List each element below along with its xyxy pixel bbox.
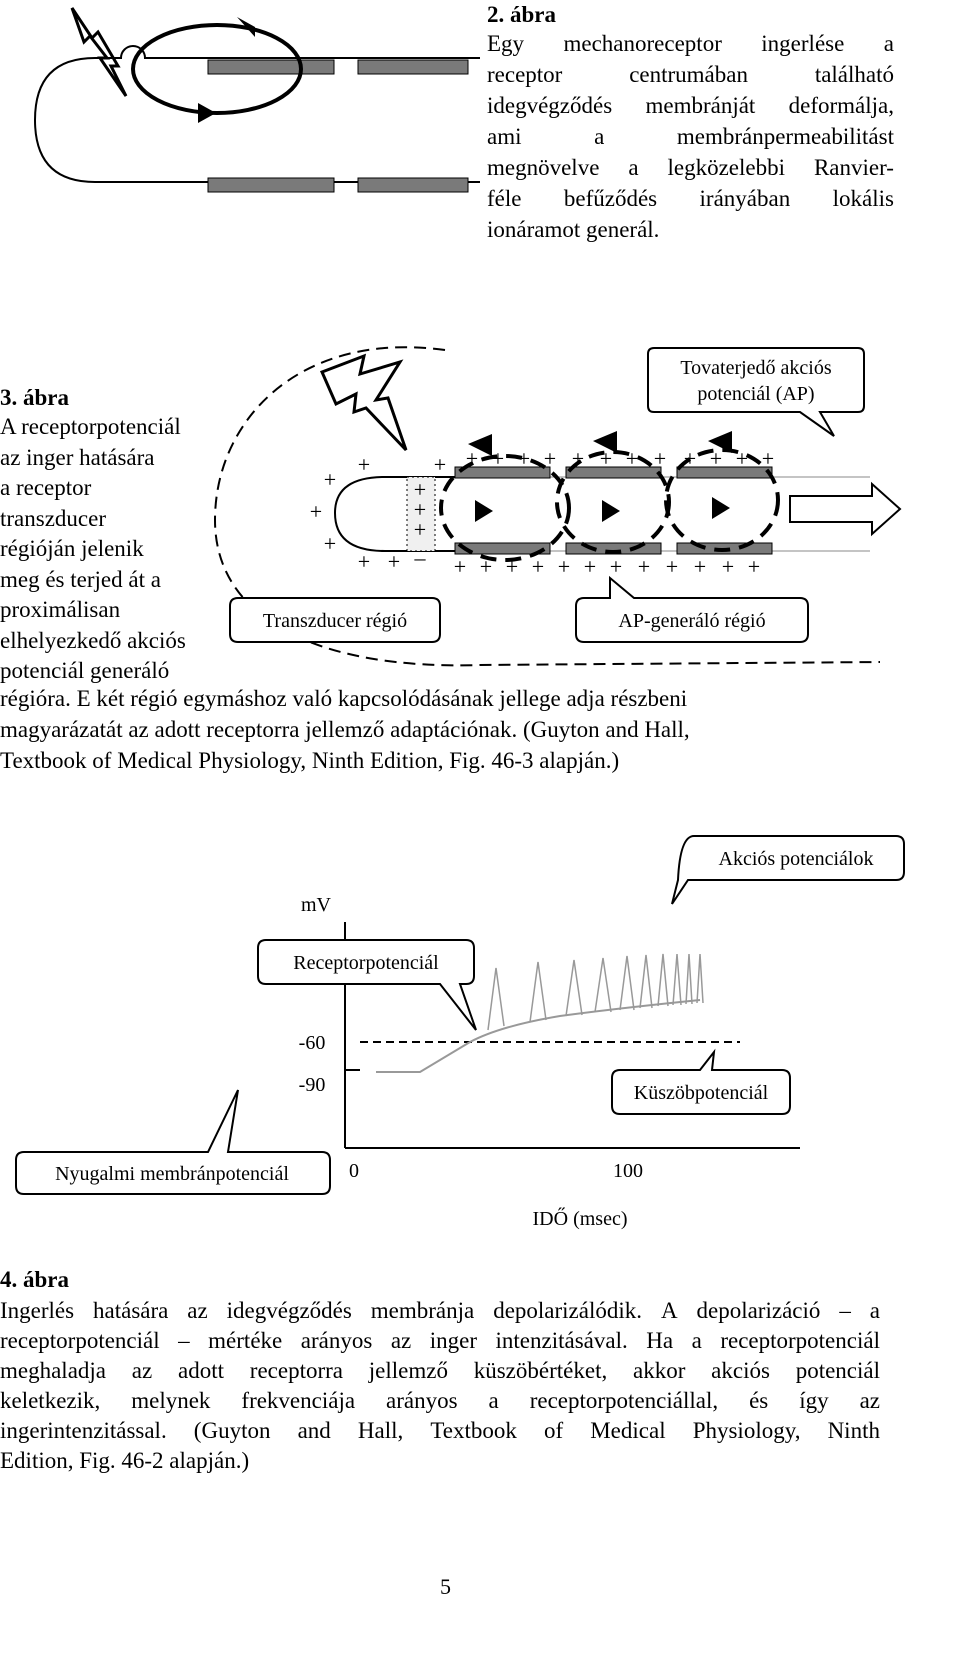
fig2-caption-line: ami a membránpermeabilitást <box>487 124 894 149</box>
current-arrow-icon <box>712 497 730 519</box>
svg-text:+: + <box>465 446 479 471</box>
y-tick-60: -60 <box>298 1032 326 1054</box>
svg-text:+: + <box>433 452 447 477</box>
fig3-caption-line: Textbook of Medical Physiology, Ninth Edition, Fig. 46-3 alapján.) <box>0 748 620 773</box>
fig4-caption-line: keletkezik, melynek frekvenciája arányos a receptorpotenciállal, és így az <box>0 1388 880 1413</box>
callout-transducer-label: Transzducer régió <box>262 610 408 632</box>
fig2-diagram <box>0 0 480 250</box>
svg-text:–: – <box>414 545 426 570</box>
fig3-caption-line: magyarázatát az adott receptorra jellemző adaptációnak. (Guyton and Hall, <box>0 717 690 742</box>
svg-text:+: + <box>557 554 571 579</box>
fig3-caption-line: proximálisan <box>0 597 121 622</box>
fig4-caption <box>0 1296 880 1476</box>
fig4-title: 4. ábra <box>0 1267 69 1292</box>
svg-text:+: + <box>491 446 505 471</box>
myelin-segment <box>208 60 334 74</box>
current-arrow-right-icon <box>198 103 216 123</box>
fig3-bottom-caption <box>0 683 690 776</box>
callout-ap-line2: potenciál (AP) <box>697 383 815 405</box>
callout-ap-label: Akciós potenciálok <box>718 848 874 870</box>
stimulus-lightning-icon <box>72 8 126 96</box>
fig3-caption-line: potenciál generáló <box>0 658 170 683</box>
svg-text:+: + <box>625 446 639 471</box>
propagation-arrow-icon <box>790 484 900 534</box>
svg-text:+: + <box>609 554 623 579</box>
callout-ap-box <box>672 836 904 904</box>
svg-text:+: + <box>583 554 597 579</box>
myelin-segment <box>358 178 468 192</box>
fig2-caption-line: megnövelve a legközelebbi Ranvier- <box>487 155 894 180</box>
callout-resting-label: Nyugalmi membránpotenciál <box>55 1163 289 1185</box>
fig2-caption-line: féle befűződés irányában lokális <box>487 186 894 211</box>
fig3-caption-line: meg és terjed át a <box>0 566 161 592</box>
fig4-caption-line: Ingerlés hatására az idegvégződés membránja depolarizálódik. A depolarizáció – a <box>0 1298 880 1323</box>
svg-text:+: + <box>413 497 427 522</box>
callout-apgen-label: AP-generáló régió <box>618 610 766 632</box>
axon-outline <box>335 477 470 551</box>
svg-text:+: + <box>653 446 667 471</box>
fig4-graph <box>0 825 960 1245</box>
svg-text:+: + <box>599 446 613 471</box>
fig2-caption-line: ionáramot generál. <box>487 217 660 242</box>
svg-text:+: + <box>323 467 337 492</box>
svg-text:+: + <box>761 446 775 471</box>
svg-text:+: + <box>505 554 519 579</box>
callout-receptor-label: Receptorpotenciál <box>293 952 439 974</box>
svg-text:+: + <box>413 517 427 542</box>
svg-text:+: + <box>683 446 697 471</box>
x-tick-100: 100 <box>613 1160 643 1182</box>
stimulus-lightning-icon <box>322 356 406 450</box>
fig4-caption-line: meghaladja az adott receptorra jellemző küszöbértéket, akkor akciós potenciál <box>0 1358 880 1383</box>
fig3-caption-line: régióján jelenik <box>0 536 144 561</box>
fig3-side-caption <box>0 412 186 687</box>
svg-text:+: + <box>453 554 467 579</box>
fig3-caption-line: régióra. E két régió egymáshoz való kapcsolódásának jellege adja részbeni <box>0 686 688 711</box>
current-arrow-icon <box>475 500 493 522</box>
fig3-caption-line: az inger hatására <box>0 444 155 470</box>
fig3-title: 3. ábra <box>0 385 69 410</box>
y-tick-90: -90 <box>298 1074 326 1096</box>
fig2-caption-line: Egy mechanoreceptor ingerlése a <box>487 31 894 56</box>
svg-text:+: + <box>517 446 531 471</box>
fig2-caption <box>487 28 894 245</box>
current-arrow-icon <box>602 500 620 522</box>
fig3-caption-line: transzducer <box>0 505 106 531</box>
fig2-caption-line: idegvégződés membránját deformálja, <box>487 93 894 118</box>
svg-text:+: + <box>531 554 545 579</box>
svg-text:+: + <box>735 446 749 471</box>
svg-text:+: + <box>747 554 761 579</box>
svg-text:+: + <box>323 531 337 556</box>
svg-text:+: + <box>479 554 493 579</box>
fig3-caption-line: elhelyezkedő akciós <box>0 627 186 653</box>
myelin-segment <box>358 60 468 74</box>
callout-ap-line1: Tovaterjedő akciós <box>680 357 832 379</box>
svg-text:+: + <box>709 446 723 471</box>
svg-text:+: + <box>543 446 557 471</box>
svg-text:+: + <box>309 499 323 524</box>
x-tick-0: 0 <box>349 1160 359 1182</box>
myelin-segment <box>208 178 334 192</box>
svg-text:+: + <box>387 549 401 574</box>
svg-text:+: + <box>413 477 427 502</box>
fig3-caption-line: A receptorpotenciál <box>0 414 181 439</box>
svg-text:+: + <box>665 554 679 579</box>
svg-text:+: + <box>571 446 585 471</box>
svg-text:+: + <box>693 554 707 579</box>
y-axis-label: mV <box>301 894 331 916</box>
fig3-caption-line: a receptor <box>0 475 92 500</box>
svg-text:+: + <box>357 549 371 574</box>
x-axis-label: IDŐ (msec) <box>532 1208 628 1230</box>
action-potential-spikes <box>488 954 703 1030</box>
svg-text:+: + <box>637 554 651 579</box>
receptor-potential-curve <box>376 1000 700 1072</box>
fig4-caption-line: receptorpotenciál – mértéke arányos az inger intenzitásával. Ha a receptorpotenciál <box>0 1328 880 1353</box>
fig2-title: 2. ábra <box>487 2 556 27</box>
page-number: 5 <box>440 1574 451 1599</box>
svg-text:+: + <box>721 554 735 579</box>
fig2-caption-line: receptor centrumában található <box>487 62 894 87</box>
svg-text:+: + <box>357 452 371 477</box>
fig4-caption-line: ingerintenzitással. (Guyton and Hall, Textbook of Medical Physiology, Ninth <box>0 1418 880 1443</box>
fig4-caption-line: Edition, Fig. 46-2 alapján.) <box>0 1448 250 1473</box>
callout-threshold-label: Küszöbpotenciál <box>633 1082 769 1104</box>
